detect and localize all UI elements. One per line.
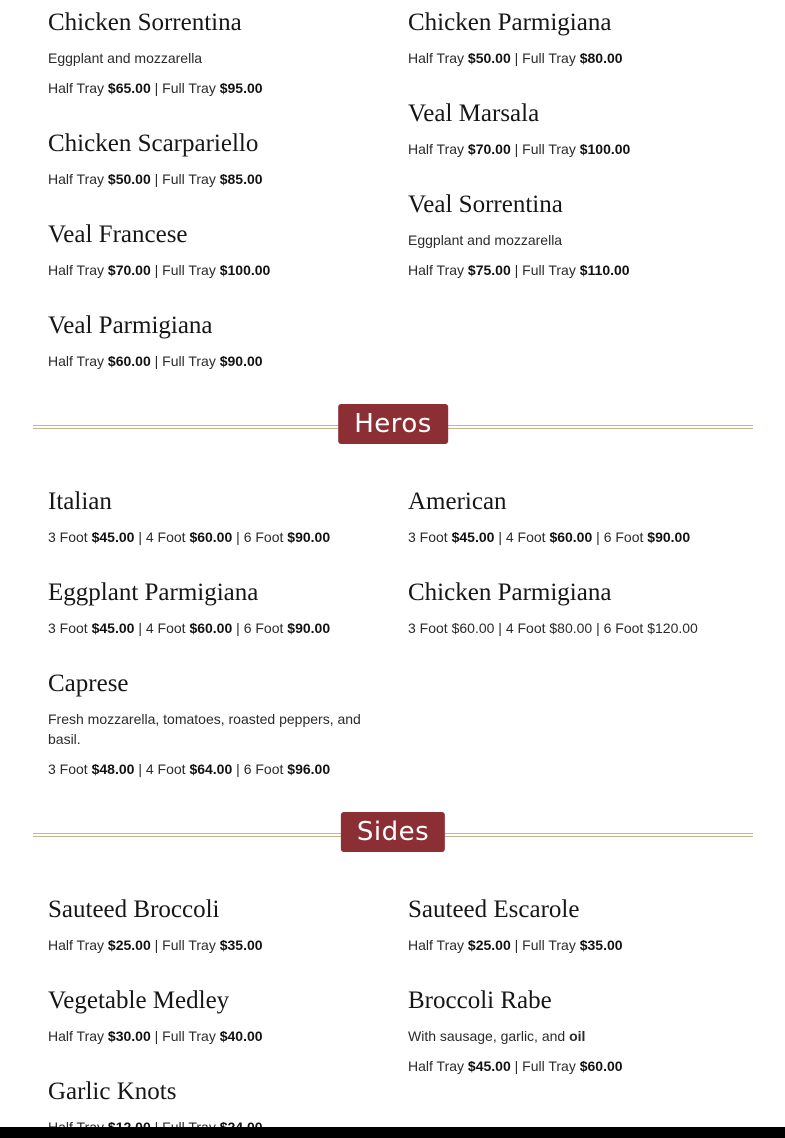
hero-item-eggplant-parmigiana — [48, 578, 378, 638]
item-price: 3 Foot $60.00 | 4 Foot $80.00 | 6 Foot $120.00 — [408, 620, 698, 636]
item-price: Half Tray $75.00 | Full Tray $110.00 — [408, 262, 630, 278]
item-price: Half Tray $70.00 | Full Tray $100.00 — [408, 141, 631, 157]
menu-item-chicken-scarpariello — [48, 129, 378, 189]
item-name: Chicken Parmigiana — [408, 579, 612, 606]
item-name: Chicken Sorrentina — [48, 9, 242, 36]
item-price: Half Tray $65.00 | Full Tray $95.00 — [48, 80, 263, 96]
item-price: Half Tray $70.00 | Full Tray $100.00 — [48, 262, 271, 278]
item-name: American — [408, 488, 507, 515]
item-price: Half Tray $50.00 | Full Tray $80.00 — [408, 50, 623, 66]
menu-item-veal-marsala — [408, 99, 738, 159]
item-name: Chicken Parmigiana — [408, 9, 612, 36]
side-item-sauteed-escarole — [408, 895, 738, 955]
menu-item-chicken-parmigiana — [408, 8, 738, 68]
item-price: Half Tray $30.00 | Full Tray $40.00 — [48, 1028, 263, 1044]
item-name: Sauteed Escarole — [408, 896, 580, 923]
item-name: Chicken Scarpariello — [48, 130, 259, 157]
item-price: Half Tray $50.00 | Full Tray $85.00 — [48, 171, 263, 187]
item-description: With sausage, garlic, and oil — [408, 1028, 586, 1044]
item-price: 3 Foot $45.00 | 4 Foot $60.00 | 6 Foot $90.00 — [408, 529, 691, 545]
menu-item-veal-sorrentina — [408, 190, 738, 280]
item-name: Veal Parmigiana — [48, 312, 213, 339]
item-name: Sauteed Broccoli — [48, 896, 220, 923]
menu-item-chicken-sorrentina — [48, 8, 378, 98]
item-name: Garlic Knots — [48, 1078, 177, 1105]
item-price: Half Tray $25.00 | Full Tray $35.00 — [48, 937, 263, 953]
bottom-bar — [0, 1127, 785, 1138]
item-name: Broccoli Rabe — [408, 987, 552, 1014]
hero-item-italian — [48, 487, 378, 547]
hero-item-american — [408, 487, 768, 547]
section-title-heros: Heros — [338, 404, 448, 444]
item-price: 3 Foot $45.00 | 4 Foot $60.00 | 6 Foot $90.00 — [48, 620, 331, 636]
side-item-vegetable-medley — [48, 986, 378, 1046]
hero-item-caprese — [48, 669, 363, 779]
item-description: Eggplant and mozzarella — [408, 232, 563, 248]
side-item-sauteed-broccoli — [48, 895, 378, 955]
menu-item-veal-francese — [48, 220, 378, 280]
menu-item-veal-parmigiana — [48, 311, 378, 371]
item-name: Italian — [48, 488, 112, 515]
item-description: Eggplant and mozzarella — [48, 50, 203, 66]
item-name: Caprese — [48, 670, 129, 697]
item-description: Fresh mozzarella, tomatoes, roasted peppers, and basil. — [48, 711, 361, 747]
section-title-sides: Sides — [341, 812, 445, 852]
item-price: Half Tray $60.00 | Full Tray $90.00 — [48, 353, 263, 369]
item-price: 3 Foot $48.00 | 4 Foot $64.00 | 6 Foot $96.00 — [48, 761, 331, 777]
item-price: 3 Foot $45.00 | 4 Foot $60.00 | 6 Foot $90.00 — [48, 529, 331, 545]
item-name: Veal Marsala — [408, 100, 540, 127]
section-divider-sides — [33, 812, 753, 852]
side-item-broccoli-rabe — [408, 986, 738, 1076]
section-divider-heros — [33, 404, 753, 444]
item-name: Veal Sorrentina — [408, 191, 563, 218]
item-name: Veal Francese — [48, 221, 188, 248]
hero-item-chicken-parmigiana — [408, 578, 768, 638]
item-price: Half Tray $45.00 | Full Tray $60.00 — [408, 1058, 623, 1074]
item-price: Half Tray $25.00 | Full Tray $35.00 — [408, 937, 623, 953]
item-name: Vegetable Medley — [48, 987, 230, 1014]
item-name: Eggplant Parmigiana — [48, 579, 259, 606]
